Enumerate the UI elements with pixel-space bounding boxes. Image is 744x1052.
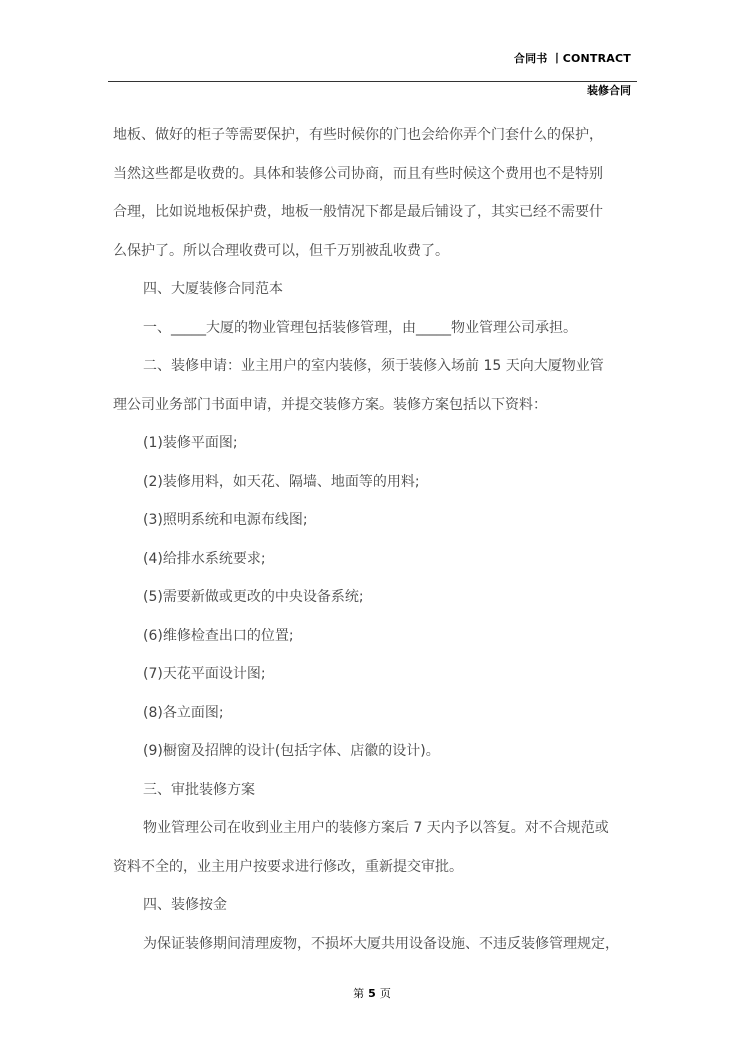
body-line: 么保护了。所以合理收费可以，但千万别被乱收费了。 bbox=[113, 242, 449, 259]
list-item: (5)需要新做或更改的中央设备系统; bbox=[143, 589, 364, 605]
list-item: (8)各立面图; bbox=[143, 704, 224, 721]
list-item: (3)照明系统和电源布线图; bbox=[143, 512, 308, 528]
header-subtitle: 装修合同 bbox=[587, 84, 631, 97]
list-item: (9)橱窗及招牌的设计(包括字体、店徽的设计)。 bbox=[143, 743, 440, 759]
section-heading: 三、审批装修方案 bbox=[143, 781, 255, 798]
body-line: 二、装修申请：业主用户的室内装修，须于装修入场前 15 天向大厦物业管 bbox=[143, 358, 604, 374]
section-heading: 四、大厦装修合同范本 bbox=[143, 281, 283, 297]
list-item: (2)装修用料，如天花、隔墙、地面等的用料; bbox=[143, 473, 420, 490]
page-footer bbox=[0, 985, 744, 1001]
footer-suffix: 页 bbox=[379, 987, 391, 1000]
body-line: 地板、做好的柜子等需要保护，有些时候你的门也会给你弄个门套什么的保护， bbox=[113, 127, 603, 143]
body-line: 一、_____大厦的物业管理包括装修管理，由_____物业管理公司承担。 bbox=[143, 319, 577, 336]
body-line: 当然这些都是收费的。具体和装修公司协商，而且有些时候这个费用也不是特别 bbox=[113, 165, 603, 182]
footer-prefix: 第 bbox=[353, 987, 365, 1000]
section-heading: 四、装修按金 bbox=[143, 897, 227, 913]
body-line: 为保证装修期间清理废物，不损坏大厦共用设备设施、不违反装修管理规定， bbox=[143, 935, 619, 952]
list-item: (7)天花平面设计图; bbox=[143, 666, 266, 682]
list-item: (1)装修平面图; bbox=[143, 435, 238, 451]
document-body bbox=[113, 116, 633, 963]
header-title: 合同书 丨CONTRACT bbox=[513, 52, 631, 65]
body-line: 资料不全的，业主用户按要求进行修改，重新提交审批。 bbox=[113, 858, 463, 875]
page-number: 5 bbox=[368, 987, 376, 1000]
body-line: 合理，比如说地板保护费，地板一般情况下都是最后铺设了，其实已经不需要什 bbox=[113, 204, 603, 220]
body-line: 理公司业务部门书面申请，并提交装修方案。装修方案包括以下资料： bbox=[113, 396, 547, 413]
body-line: 物业管理公司在收到业主用户的装修方案后 7 天内予以答复。对不合规范或 bbox=[143, 820, 609, 836]
header-divider bbox=[108, 81, 637, 82]
list-item: (4)给排水系统要求; bbox=[143, 550, 266, 567]
list-item: (6)维修检查出口的位置; bbox=[143, 627, 294, 644]
